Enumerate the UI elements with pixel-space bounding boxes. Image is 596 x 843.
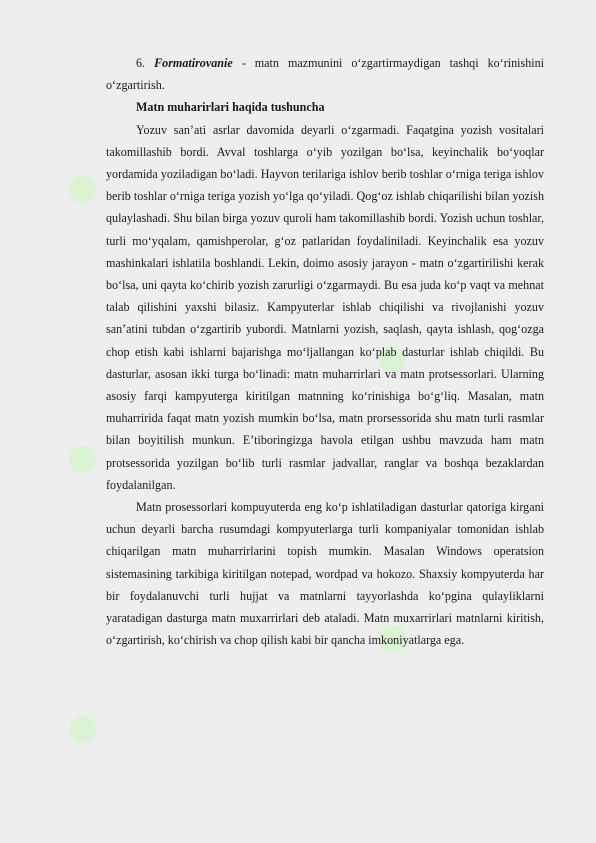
item-number: 6. bbox=[136, 56, 146, 70]
watermark-mark: ● bbox=[38, 420, 120, 494]
watermark-mark: ● bbox=[38, 690, 120, 764]
document-body bbox=[106, 52, 544, 651]
paragraph: Yozuv san’ati asrlar davomida deyarli o‘zgarmadi. Faqatgina yozish vositalari takomillashib bordi. Avval toshlarga o‘yib yozilgan bo‘lsa, keyinchalik bo‘yoqlar yordamida yoziladigan bo‘ladi. Hayvon terilariga ishlov berib toshlar o‘rniga teriga ishlov berib toshlar o‘rniga teriga yozish yo‘lga qo‘yiladi. Qog‘oz ishlab chiqarilishi bilan yozish qulaylashadi. Shu bilan birga yozuv quroli ham takomillashib bordi. Yozish uchun toshlar, turli mo‘yqalam, qamishperolar, g‘oz patlaridan foydaliniladi. Keyinchalik esa yozuv mashinkalari ishlatila boshlandi. Lekin, doimo asosiy jarayon - matn o‘zgartirilishi kerak bo‘lsa, uni qayta ko‘chirib yozish zarurligi o‘zgarmaydi. Bu esa juda ko‘p vaqt va mehnat talab qilishini yaxshi bilasiz. Kampyuterlar ishlab chiqilishi va rivojlanishi yozuv san’atini tubdan o‘zgartirib yubordi. Matnlarni yozish, saqlash, qayta ishlash, qog‘ozga chop etish kabi ishlarni bajarishga mo‘ljallangan ko‘plab dasturlar ishlab chiqildi. Bu dasturlar, asosan ikki turga bo‘linadi: matn muharrirlari va matn protsessorlari. Ularning asosiy farqi kampyuterga kiritilgan matnning ko‘rinishiga bo‘g‘liq. Masalan, matn muharririda faqat matn yozish mumkin bo‘lsa, matn prorsessorida shu matn turli rasmlar bilan boyitilish munkun. E’tiboringizga havola etilgan ushbu mavzuda ham matn protsessorida yozilgan bo‘lib turli rasmlar jadvallar, ranglar va boshqa bezaklardan foydalanilgan. bbox=[106, 122, 544, 492]
watermark-mark: ● bbox=[348, 320, 430, 394]
watermark-mark: ● bbox=[38, 150, 120, 224]
item-text: - matn mazmunini o‘zgartirmaydigan tashqi ko‘rinishini o‘zgartirish. bbox=[106, 56, 545, 93]
paragraph: Matn prosessorlari kompuyuterda eng ko‘p ishlatiladigan dasturlar qatoriga kirgani uchun deyarli barcha rusumdagi kompyuterlarga turli kompaniyalar tomonidan ishlab chiqarilgan matn muharrirlarini topish mumkin. Masalan Windows operatsion sistemasining tarkibiga kiritilgan notepad, wordpad va hokozo. Shaxsiy kompyuterda har bir foydalanuvchi turli hujjat va matnlarni tayyorlashda ko‘pgina qulayliklarni yaratadigan dasturga matn muxarrirlari deb ataladi. Matn muxarrirlari matnlarni kiritish, o‘zgartirish, ko‘chirish va chop qilish kabi bir qancha imkoniyatlarga ega. bbox=[106, 500, 544, 648]
watermark-mark: ● bbox=[348, 600, 430, 674]
list-item bbox=[106, 52, 544, 96]
item-term: Formatirovanie bbox=[154, 56, 233, 70]
section-heading: Matn muharirlari haqida tushuncha bbox=[136, 100, 325, 115]
